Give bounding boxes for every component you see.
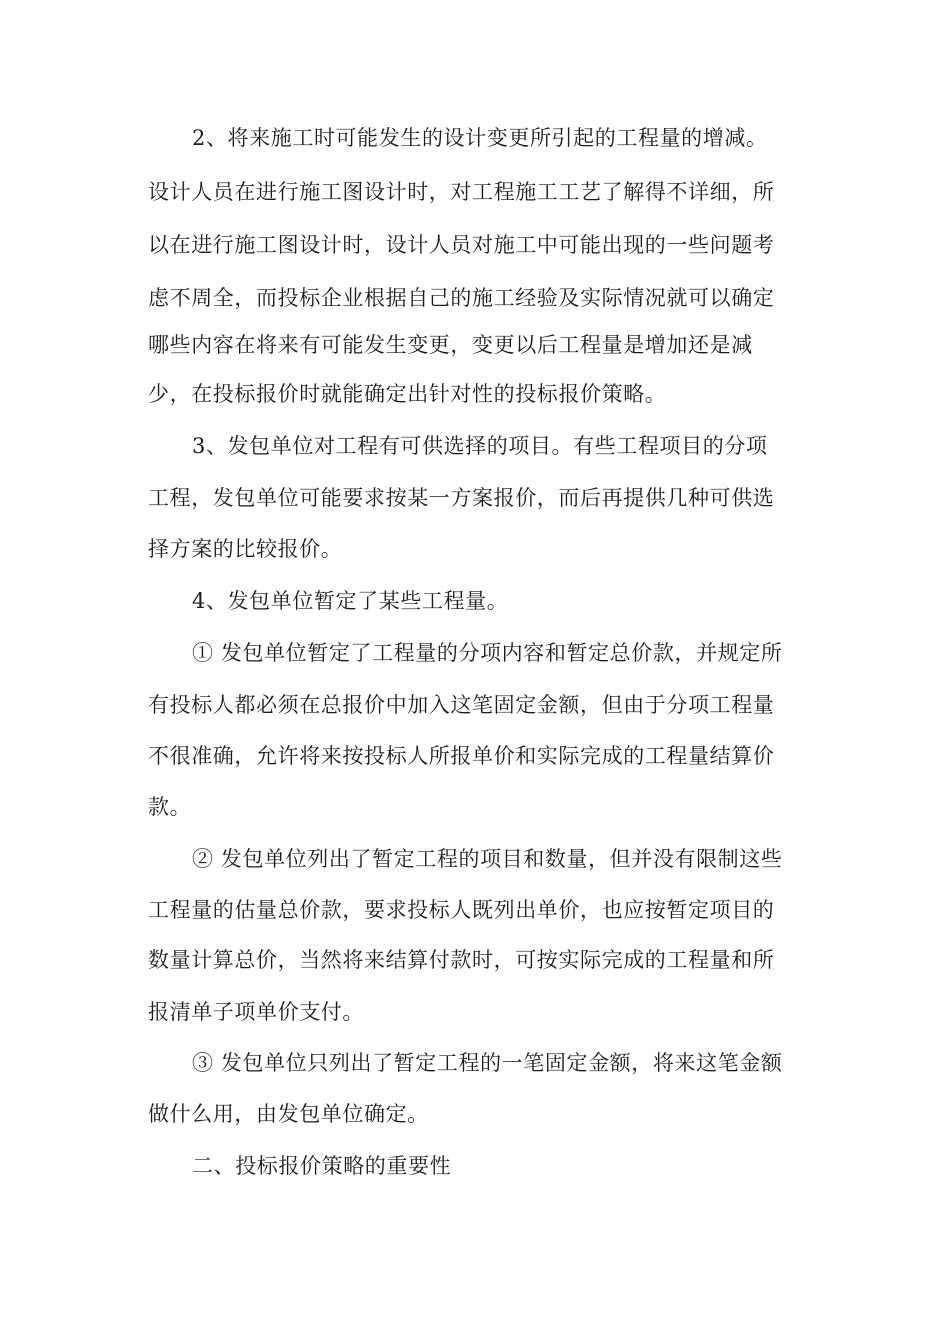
paragraph-4-line-2: 有投标人都必须在总报价中加入这笔固定金额，但由于分项工程量 [148, 693, 775, 717]
paragraph-2-line-2: 工程，发包单位可能要求按某一方案报价，而后再提供几种可供选 [148, 486, 775, 510]
paragraph-2-line-1: 3、发包单位对工程有可供选择的项目。有些工程项目的分项 [192, 434, 768, 458]
paragraph-1-line-6: 少，在投标报价时就能确定出针对性的投标报价策略。 [148, 382, 667, 406]
paragraph-6-line-2: 做什么用，由发包单位确定。 [148, 1102, 429, 1126]
paragraph-1-line-4: 虑不周全，而投标企业根据自己的施工经验及实际情况就可以确定 [148, 286, 775, 310]
paragraph-6-line-1: ③ 发包单位只列出了暂定工程的一笔固定金额，将来这笔金额 [192, 1051, 783, 1075]
section-heading: 二、投标报价策略的重要性 [192, 1154, 452, 1178]
paragraph-5-line-4: 报清单子项单价支付。 [148, 1000, 364, 1024]
paragraph-2-line-3: 择方案的比较报价。 [148, 537, 343, 561]
paragraph-1-line-3: 以在进行施工图设计时，设计人员对施工中可能出现的一些问题考 [148, 233, 775, 257]
paragraph-5-line-1: ② 发包单位列出了暂定工程的项目和数量，但并没有限制这些 [192, 847, 783, 871]
paragraph-1-line-2: 设计人员在进行施工图设计时，对工程施工工艺了解得不详细，所 [148, 180, 775, 204]
paragraph-3-line-1: 4、发包单位暂定了某些工程量。 [192, 589, 509, 613]
paragraph-1-line-5: 哪些内容在将来有可能发生变更，变更以后工程量是增加还是减 [148, 333, 753, 357]
paragraph-5-line-3: 数量计算总价，当然将来结算付款时，可按实际完成的工程量和所 [148, 948, 775, 972]
paragraph-1-line-1: 2、将来施工时可能发生的设计变更所引起的工程量的增减。 [192, 126, 768, 150]
paragraph-5-line-2: 工程量的估量总价款，要求投标人既列出单价，也应按暂定项目的 [148, 898, 775, 922]
paragraph-4-line-1: ① 发包单位暂定了工程量的分项内容和暂定总价款，并规定所 [192, 641, 783, 665]
paragraph-4-line-4: 款。 [148, 795, 192, 819]
paragraph-4-line-3: 不很准确，允许将来按投标人所报单价和实际完成的工程量结算价 [148, 744, 775, 768]
